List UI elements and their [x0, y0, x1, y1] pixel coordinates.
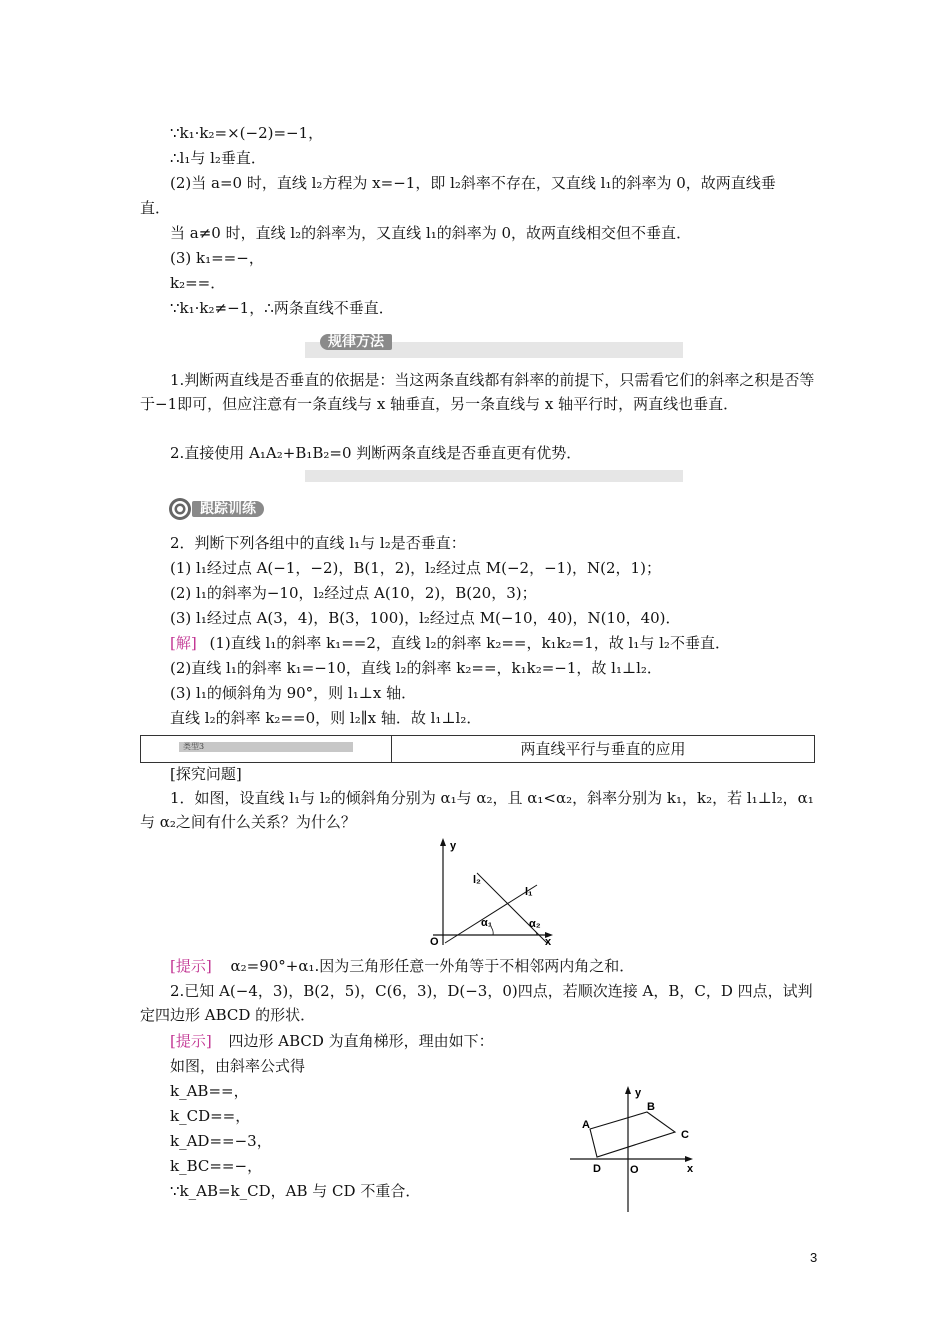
text-line: ∴l₁与 l₂垂直． [170, 149, 266, 167]
angle-a1-label: α₁ [481, 917, 493, 929]
solution-line: (2)直线 l₁的斜率 k₁=−10，直线 l₂的斜率 k₂==，k₁k₂=−1，故 l₁⊥l₂． [170, 659, 662, 677]
section-bar [305, 470, 683, 482]
text-line: ∵k₁·k₂=×(−2)=−1， [170, 124, 324, 142]
method-paragraph-2: 2.直接使用 A₁A₂+B₁B₂=0 判断两条直线是否垂直更有优势． [170, 444, 582, 462]
figure-angles [425, 835, 560, 950]
question-item: (1) l₁经过点 A(−1，−2)，B(1，2)，l₂经过点 M(−2，−1)，N(2，1)； [170, 559, 661, 577]
reason-line: ∵k_AB=k_CD，AB 与 CD 不重合． [170, 1182, 421, 1200]
x-axis-label: x [545, 936, 552, 948]
text-line: (3) k₁==−， [170, 249, 264, 267]
origin-label: O [430, 936, 439, 948]
reason-line: k_AB==， [170, 1082, 249, 1100]
origin-label: O [630, 1164, 639, 1176]
page-number: 3 [810, 1250, 818, 1265]
hint-line [170, 1030, 494, 1052]
method-paragraph-1: 1.判断两直线是否垂直的依据是：当这两条直线都有斜率的前提下，只需看它们的斜率之积是否等于−1即可，但应注意有一条直线与 x 轴垂直，另一条直线与 x 轴平行时，两直线也垂直． [140, 371, 815, 413]
explore-question-1: 1．如图，设直线 l₁与 l₂的倾斜角分别为 α₁与 α₂，且 α₁<α₂，斜率分别为 k₁，k₂，若 l₁⊥l₂，α₁与 α₂之间有什么关系？为什么？ [140, 789, 814, 831]
type-title: 两直线平行与垂直的应用 [520, 740, 686, 758]
practice-banner: 跟踪训练 [192, 501, 264, 517]
text-line: 当 a≠0 时，直线 l₂的斜率为，又直线 l₁的斜率为 0，故两直线相交但不垂直． [170, 224, 692, 242]
solution-tag: [解] [170, 634, 197, 652]
solution-text: (1)直线 l₁的斜率 k₁==2，直线 l₂的斜率 k₂==，k₁k₂=1，故 l₁与 l₂不垂直． [209, 634, 730, 652]
reason-line: k_CD==， [170, 1107, 251, 1125]
angle-a2-label: α₂ [529, 918, 541, 930]
line-l2-label: l₂ [473, 874, 481, 886]
y-axis-label: y [635, 1087, 642, 1099]
text-line: 直． [140, 199, 171, 217]
point-d-label: D [593, 1163, 601, 1175]
text-line: ∵k₁·k₂≠−1，∴两条直线不垂直． [170, 299, 394, 317]
line-l1-label: l₁ [525, 886, 533, 898]
solution-line [170, 632, 730, 654]
point-a-label: A [582, 1119, 590, 1131]
x-axis-label: x [687, 1163, 694, 1175]
solution-line: 直线 l₂的斜率 k₂==0，则 l₂∥x 轴．故 l₁⊥l₂． [170, 709, 482, 727]
hint-text: α₂=90°+α₁.因为三角形任意一外角等于不相邻两内角之和． [230, 957, 635, 975]
type-chip: 类型3 [179, 742, 353, 752]
question-text: 2．判断下列各组中的直线 l₁与 l₂是否垂直： [170, 534, 466, 552]
hint-text: 四边形 ABCD 为直角梯形，理由如下： [228, 1032, 494, 1050]
question-item: (2) l₁的斜率为−10，l₂经过点 A(10，2)，B(20，3)； [170, 584, 537, 602]
hint-line [170, 955, 634, 977]
reason-line: k_BC==−， [170, 1157, 263, 1175]
reason-line: k_AD==−3， [170, 1132, 272, 1150]
text-line: (2)当 a=0 时，直线 l₂方程为 x=−1，即 l₂斜率不存在，又直线 l₁的斜率为 0，故两直线垂 [170, 174, 776, 192]
explore-question-2: 2.已知 A(−4，3)，B(2，5)，C(6，3)，D(−3，0)四点，若顺次连接 A，B，C，D 四点，试判定四边形 ABCD 的形状． [140, 982, 813, 1024]
point-c-label: C [681, 1129, 689, 1141]
hint-tag: [提示] [170, 1032, 212, 1050]
target-icon [168, 497, 192, 521]
y-axis-label: y [450, 840, 457, 852]
figure-trapezoid [565, 1082, 705, 1217]
method-banner: 规律方法 [320, 334, 392, 350]
question-item: (3) l₁经过点 A(3，4)，B(3，100)，l₂经过点 M(−10，40)，N(10，40)． [170, 609, 681, 627]
solution-line: (3) l₁的倾斜角为 90°，则 l₁⊥x 轴． [170, 684, 417, 702]
point-b-label: B [647, 1101, 655, 1113]
type-table [140, 735, 815, 763]
reason-line: 如图，由斜率公式得 [170, 1057, 306, 1075]
hint-tag: [提示] [170, 957, 212, 975]
explore-heading: [探究问题] [170, 765, 242, 783]
text-line: k₂==． [170, 274, 226, 292]
